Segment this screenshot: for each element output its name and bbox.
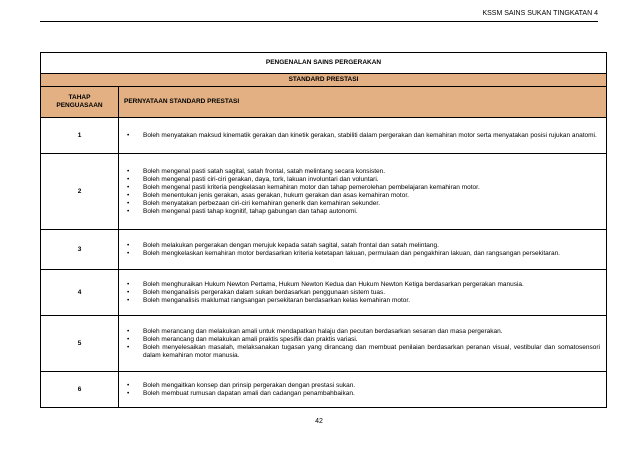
statement-item: • Boleh mengenal pasti satah sagital, satah frontal, satah melintang secara konsisten. — [123, 168, 600, 176]
statement-item: • Boleh menyelesaikan masalah, melaksanakan tugasan yang dirancang dan membuat penilaian berdasarkan peranan visual, vestibular dan somatosensori dalam kemahiran motor manusia. — [123, 344, 600, 360]
table-row — [41, 270, 607, 316]
statement-cell — [119, 270, 607, 316]
standard-prestasi-table — [40, 52, 607, 408]
column-header-tahap-line2: PENGUASAAN — [56, 102, 103, 109]
statement-cell — [119, 316, 607, 372]
statement-item: • Boleh menyatakan maksud kinematik gerakan dan kinetik gerakan, stabiliti dalam pergerakan dan kemahiran motor serta menyatakan posisi rujukan anatomi. — [123, 132, 600, 140]
table-title-row — [41, 53, 607, 74]
column-header-row — [41, 87, 607, 118]
running-header: KSSM SAINS SUKAN TINGKATAN 4 — [482, 10, 598, 17]
statement-item: • Boleh menganalisis maklumat rangsangan persekitaran berdasarkan kelas kemahiran motor. — [123, 297, 600, 305]
statement-item: • Boleh mengenal pasti ciri-ciri gerakan, daya, tork, lakuan involuntari dan voluntari. — [123, 176, 600, 184]
statement-item: • Boleh menganalisis pergerakan dalam sukan berdasarkan penggunaan sistem tuas. — [123, 289, 600, 297]
statement-cell — [119, 154, 607, 230]
statement-item: • Boleh melakukan pergerakan dengan merujuk kepada satah sagital, satah frontal dan satah melintang. — [123, 242, 600, 250]
table-row — [41, 230, 607, 270]
table-row — [41, 316, 607, 372]
statement-item: • Boleh menyatakan perbezaan ciri-ciri kemahiran generik dan kemahiran sekunder. — [123, 200, 600, 208]
table-row — [41, 372, 607, 408]
column-header-pernyataan: PERNYATAAN STANDARD PRESTASI — [119, 87, 607, 118]
table-title: PENGENALAN SAINS PERGERAKAN — [41, 53, 607, 74]
column-header-tahap — [41, 87, 119, 118]
level-cell: 1 — [41, 118, 119, 154]
level-cell: 5 — [41, 316, 119, 372]
statement-item: • Boleh mengkelaskan kemahiran motor berdasarkan kriteria ketetapan lakuan, permulaan dan pengakhiran lakuan, dan rangsangan persekitaran. — [123, 250, 600, 258]
level-cell: 2 — [41, 154, 119, 230]
statement-cell — [119, 372, 607, 408]
statement-item: • Boleh mengenal pasti kriteria pengkelasan kemahiran motor dan tahap pemerolehan pembelajaran kemahiran motor. — [123, 184, 600, 192]
statement-item: • Boleh membuat rumusan dapatan amali dan cadangan penambahbaikan. — [123, 390, 600, 398]
statement-item: • Boleh mengaitkan konsep dan prinsip pergerakan dengan prestasi sukan. — [123, 382, 600, 390]
page-number: 42 — [315, 418, 323, 425]
statement-item: • Boleh menghuraikan Hukum Newton Pertama, Hukum Newton Kedua dan Hukum Newton Ketiga berdasarkan pergerakan manusia. — [123, 281, 600, 289]
statement-item: • Boleh merancang dan melakukan amali praktis spesifik dan praktis variasi. — [123, 336, 600, 344]
level-cell: 3 — [41, 230, 119, 270]
table-subtitle-row — [41, 74, 607, 87]
table-row — [41, 154, 607, 230]
statement-item: • Boleh merancang dan melakukan amali untuk mendapatkan halaju dan pecutan berdasarkan sesaran dan masa pergerakan. — [123, 328, 600, 336]
level-cell: 4 — [41, 270, 119, 316]
statement-cell — [119, 230, 607, 270]
header-divider — [40, 21, 598, 22]
statement-item: • Boleh mengenal pasti tahap kognitif, tahap gabungan dan tahap autonomi. — [123, 208, 600, 216]
table-row — [41, 118, 607, 154]
statement-cell — [119, 118, 607, 154]
statement-item: • Boleh menentukan jenis gerakan, asas gerakan, hukum gerakan dan asas kemahiran motor. — [123, 192, 600, 200]
column-header-tahap-line1: TAHAP — [68, 94, 91, 101]
table-subtitle: STANDARD PRESTASI — [41, 74, 607, 87]
level-cell: 6 — [41, 372, 119, 408]
